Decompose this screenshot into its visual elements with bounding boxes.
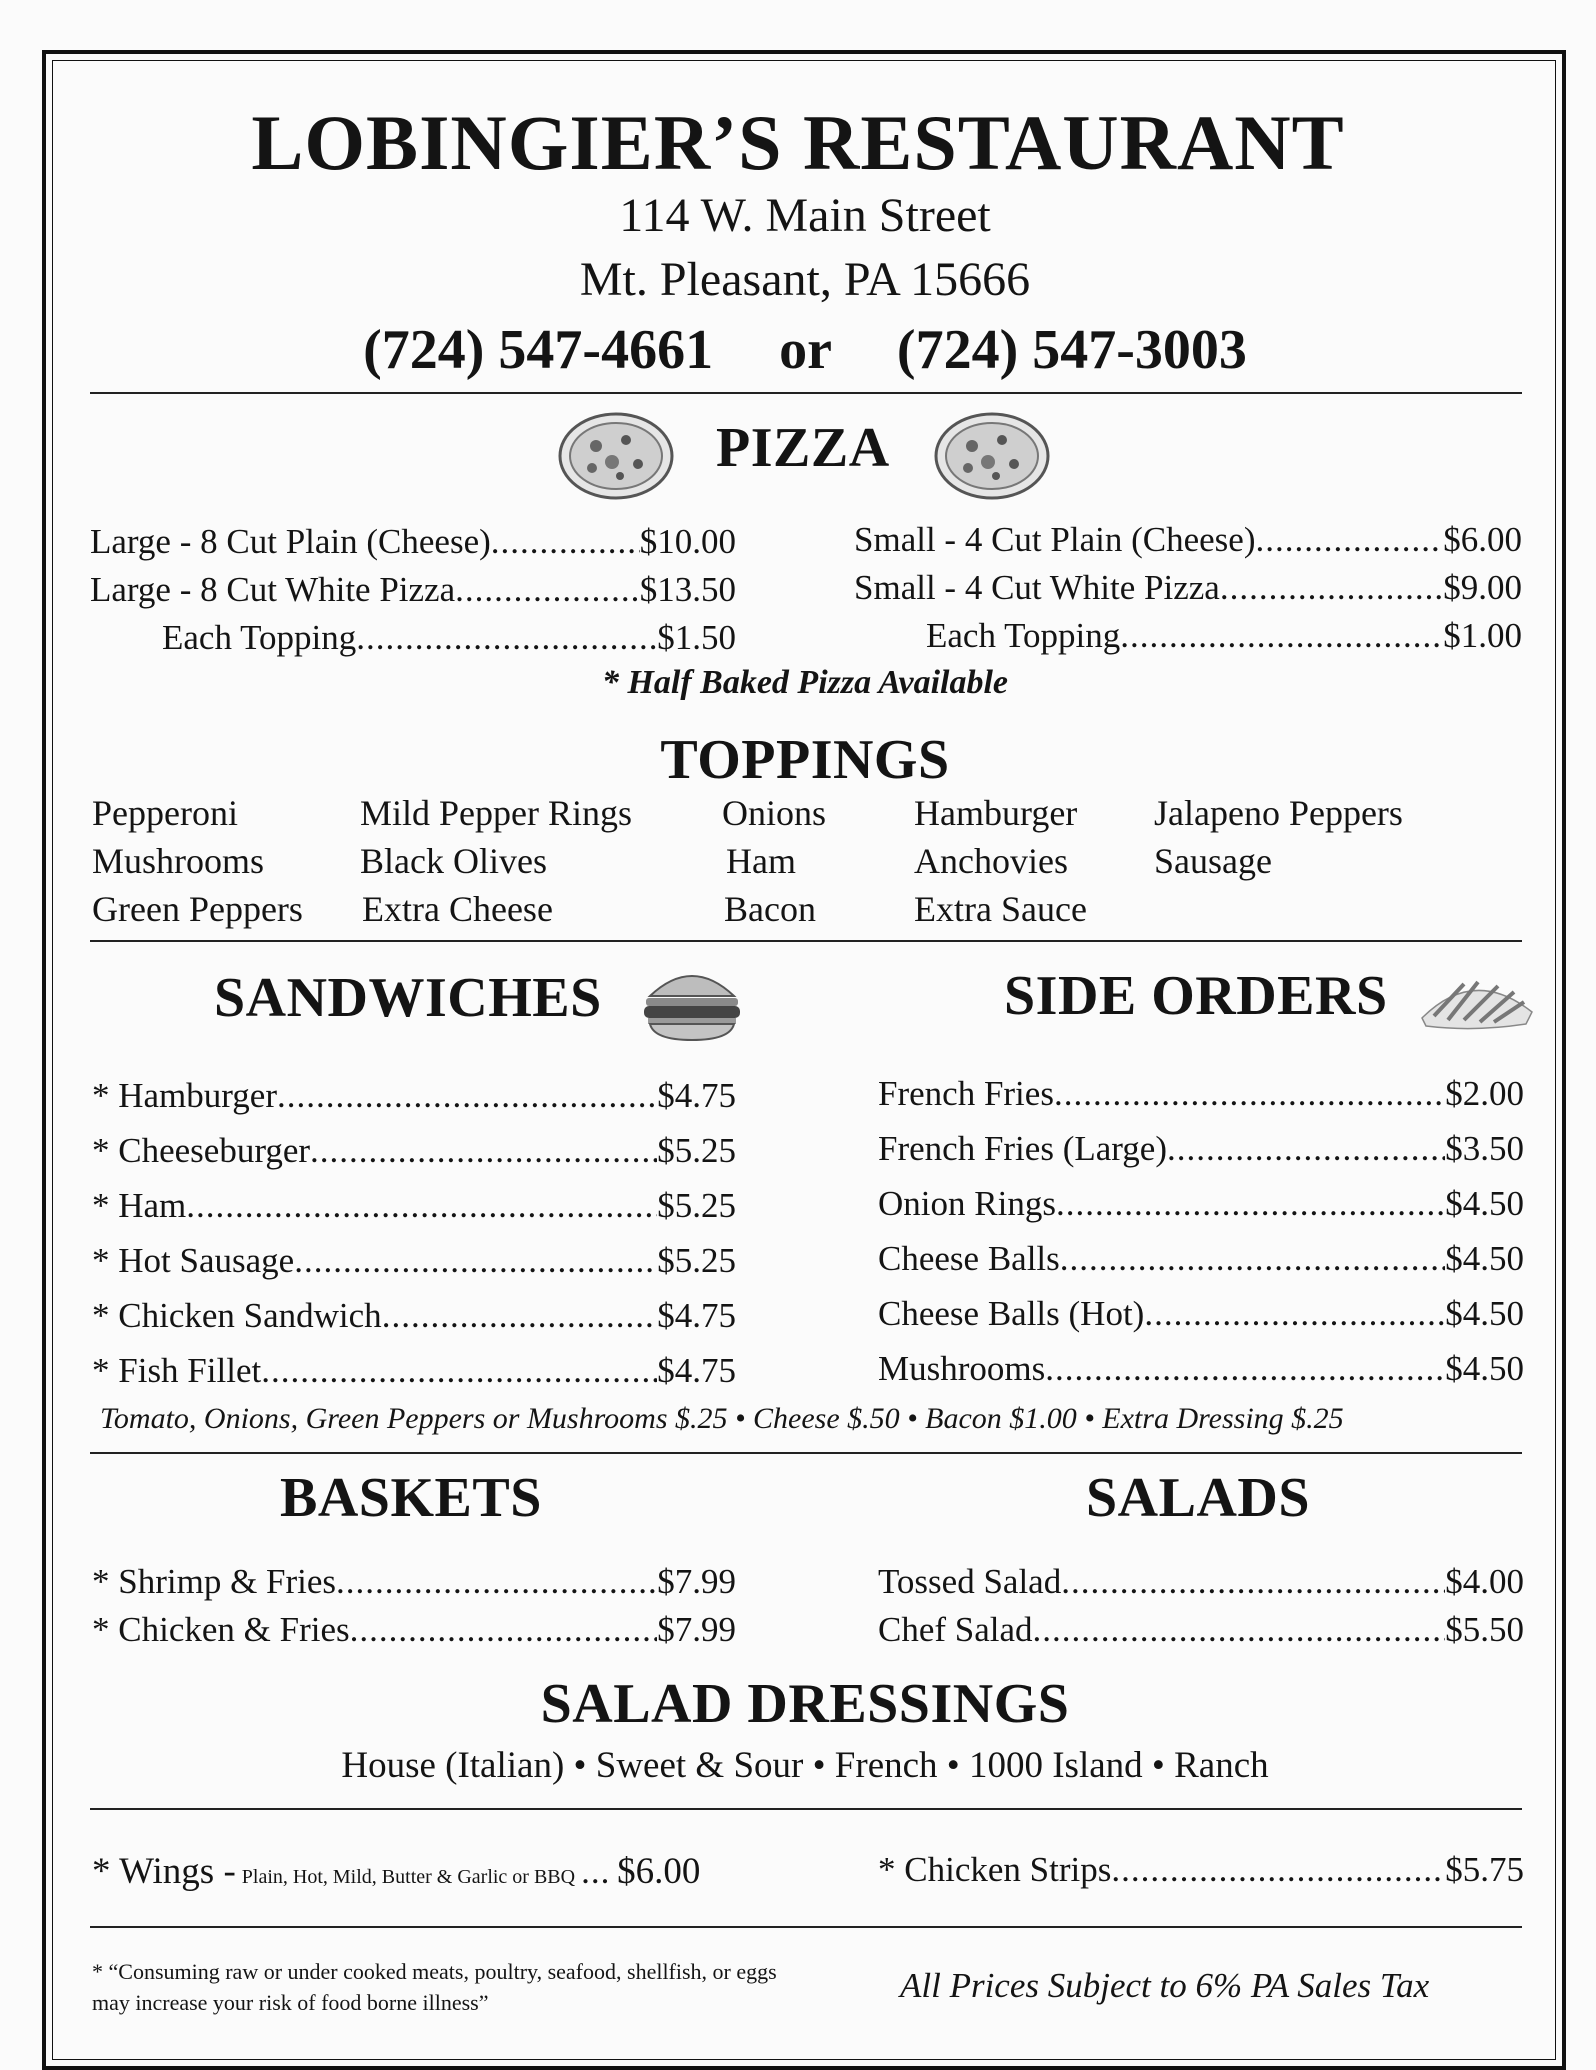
divider — [90, 940, 1522, 942]
menu-item: Large - 8 Cut White Pizza ..... $13.50 — [90, 570, 736, 610]
menu-item-chicken-strips: * Chicken Strips ..... $5.75 — [878, 1850, 1524, 1890]
menu-item: Onion Rings ..... $4.50 — [878, 1184, 1524, 1224]
side-orders-title: SIDE ORDERS — [1004, 965, 1388, 1027]
menu-item: Mushrooms ..... $4.50 — [878, 1349, 1524, 1389]
extras-line: Tomato, Onions, Green Peppers or Mushrooms $.25 • Cheese $.50 • Bacon $1.00 • Extra Dressing $.25 — [100, 1402, 1344, 1435]
topping: Black Olives — [360, 841, 547, 881]
topping: Mushrooms — [92, 841, 265, 881]
sandwiches-title: SANDWICHES — [214, 967, 602, 1029]
menu-item: French Fries ..... $2.00 — [878, 1074, 1524, 1114]
menu-item: Cheese Balls (Hot) ..... $4.50 — [878, 1294, 1524, 1334]
menu-item: * Fish Fillet ..... $4.75 — [92, 1351, 736, 1391]
topping: Jalapeno Peppers — [1154, 793, 1403, 833]
menu-item: * Chicken Sandwich ..... $4.75 — [92, 1296, 736, 1336]
pizza-title: PIZZA — [716, 417, 890, 479]
divider — [90, 1452, 1522, 1454]
topping: Bacon — [724, 889, 816, 929]
divider — [90, 1808, 1522, 1810]
divider — [90, 392, 1522, 394]
menu-item: * Chicken & Fries ..... $7.99 — [92, 1610, 736, 1650]
phone-numbers — [0, 318, 1596, 382]
menu-item: French Fries (Large) ..... $3.50 — [878, 1129, 1524, 1169]
topping: Ham — [726, 841, 796, 881]
food-safety-disclaimer: * “Consuming raw or under cooked meats, poultry, seafood, shellfish, or eggs may increase your risk of food borne illness” — [92, 1959, 777, 2015]
phone-secondary: (724) 547-3003 — [896, 319, 1247, 381]
menu-item: Each Topping ..... $1.50 — [162, 618, 736, 658]
topping: Mild Pepper Rings — [360, 793, 633, 833]
menu-item: Chef Salad ..... $5.50 — [878, 1610, 1524, 1650]
phone-primary: (724) 547-4661 — [363, 319, 714, 381]
topping: Sausage — [1154, 841, 1272, 881]
salad-dressings-title: SALAD DRESSINGS — [540, 1673, 1070, 1735]
burger-icon — [640, 960, 744, 1044]
menu-item: Each Topping ..... $1.00 — [926, 616, 1522, 656]
menu-item: Small - 4 Cut Plain (Cheese) ..... $6.00 — [854, 520, 1522, 560]
phone-or: or — [779, 319, 831, 381]
topping: Green Peppers — [92, 889, 303, 929]
menu-item: Cheese Balls ..... $4.50 — [878, 1239, 1524, 1279]
sales-tax-note: All Prices Subject to 6% PA Sales Tax — [900, 1966, 1430, 2005]
baskets-title: BASKETS — [280, 1467, 542, 1529]
address-city: Mt. Pleasant, PA 15666 — [579, 253, 1031, 306]
restaurant-name: LOBINGIER’S RESTAURANT — [251, 99, 1345, 186]
menu-item: * Shrimp & Fries ..... $7.99 — [92, 1562, 736, 1602]
salads-title: SALADS — [1086, 1467, 1310, 1529]
menu-item: * Hamburger ..... $4.75 — [92, 1076, 736, 1116]
topping: Anchovies — [914, 841, 1068, 881]
menu-item-wings: * Wings - Plain, Hot, Mild, Butter & Garlic or BBQ ..... $6.00 — [92, 1852, 784, 1897]
menu-item: Small - 4 Cut White Pizza ..... $9.00 — [854, 568, 1522, 608]
address-street: 114 W. Main Street — [619, 189, 991, 242]
toppings-title: TOPPINGS — [660, 729, 950, 791]
menu-item: * Hot Sausage ..... $5.25 — [92, 1241, 736, 1281]
fries-icon — [1414, 962, 1538, 1034]
topping: Extra Cheese — [362, 889, 553, 929]
menu-item: * Cheeseburger ..... $5.25 — [92, 1131, 736, 1171]
pizza-icon — [932, 410, 1052, 502]
menu-item: Large - 8 Cut Plain (Cheese) ..... $10.00 — [90, 522, 736, 562]
topping: Onions — [722, 793, 827, 833]
topping: Pepperoni — [92, 793, 238, 833]
divider — [90, 1926, 1522, 1928]
menu-item: * Ham ..... $5.25 — [92, 1186, 736, 1226]
salad-dressings-list: House (Italian) • Sweet & Sour • French • 1000 Island • Ranch — [341, 1745, 1269, 1786]
half-baked-note: * Half Baked Pizza Available — [601, 664, 1009, 701]
menu-item: Tossed Salad ..... $4.00 — [878, 1562, 1524, 1602]
topping: Extra Sauce — [914, 889, 1087, 929]
topping: Hamburger — [914, 793, 1078, 833]
pizza-icon — [556, 410, 676, 502]
